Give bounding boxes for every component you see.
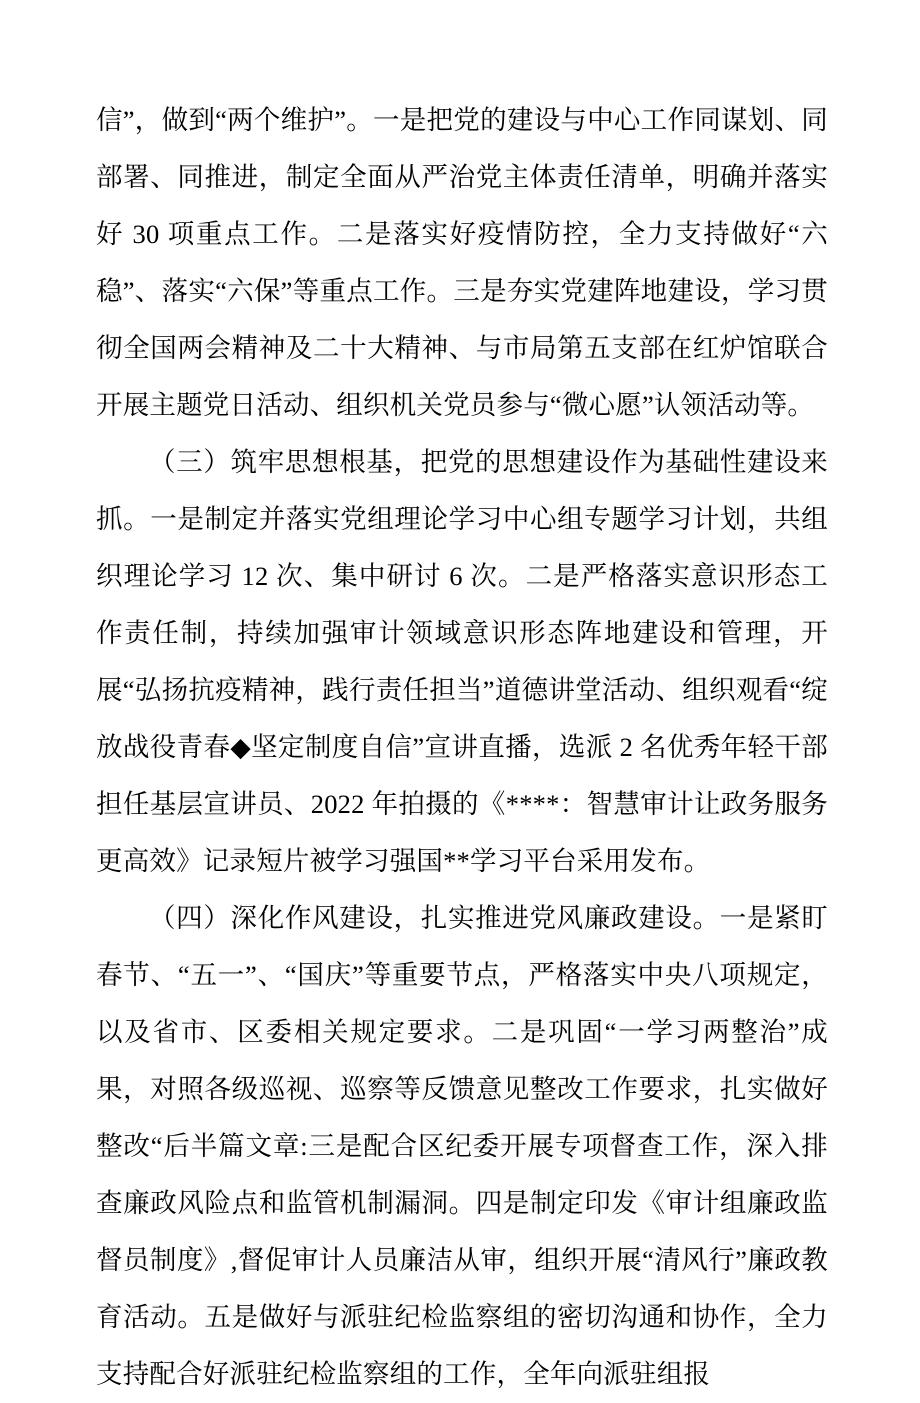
- paragraph-section-four: （四）深化作风建设，扎实推进党风廉政建设。一是紧盯春节、“五一”、“国庆”等重要节点，严格落实中央八项规定，以及省市、区委相关规定要求。二是巩固“一学习两整治”成果，对照各级巡视、巡察等反馈意见整改工作要求，扎实做好整改“后半篇文章:三是配合区纪委开展专项督查工作，深入排查廉政风险点和监管机制漏洞。四是制定印发《审计组廉政监督员制度》,督促审计人员廉洁从审，组织开展“清风行”廉政教育活动。五是做好与派驻纪检监察组的密切沟通和协作，全力支持配合好派驻纪检监察组的工作，全年向派驻组报: [96, 903, 828, 1389]
- paragraph-continued: 信”，做到“两个维护”。一是把党的建设与中心工作同谋划、同部署、同推进，制定全面从严治党主体责任清单，明确并落实好 30 项重点工作。二是落实好疫情防控，全力支持做好“六稳”、落实“六保”等重点工作。三是夯实党建阵地建设，学习贯彻全国两会精神及二十大精神、与市局第五支部在红炉馆联合开展主题党日活动、组织机关党员参与“微心愿”认领活动等。: [96, 105, 828, 420]
- document-body: [96, 92, 828, 1403]
- paragraph-section-three: （三）筑牢思想根基，把党的思想建设作为基础性建设来抓。一是制定并落实党组理论学习中心组专题学习计划，共组织理论学习 12 次、集中研讨 6 次。二是严格落实意识形态工作责任制，持续加强审计领域意识形态阵地建设和管理，开展“弘扬抗疫精神，践行责任担当”道德讲堂活动、组织观看“绽放战役青春◆坚定制度自信”宣讲直播，选派 2 名优秀年轻干部担任基层宣讲员、2022 年拍摄的《****：智慧审计让政务服务更高效》记录短片被学习强国**学习平台采用发布。: [96, 447, 828, 876]
